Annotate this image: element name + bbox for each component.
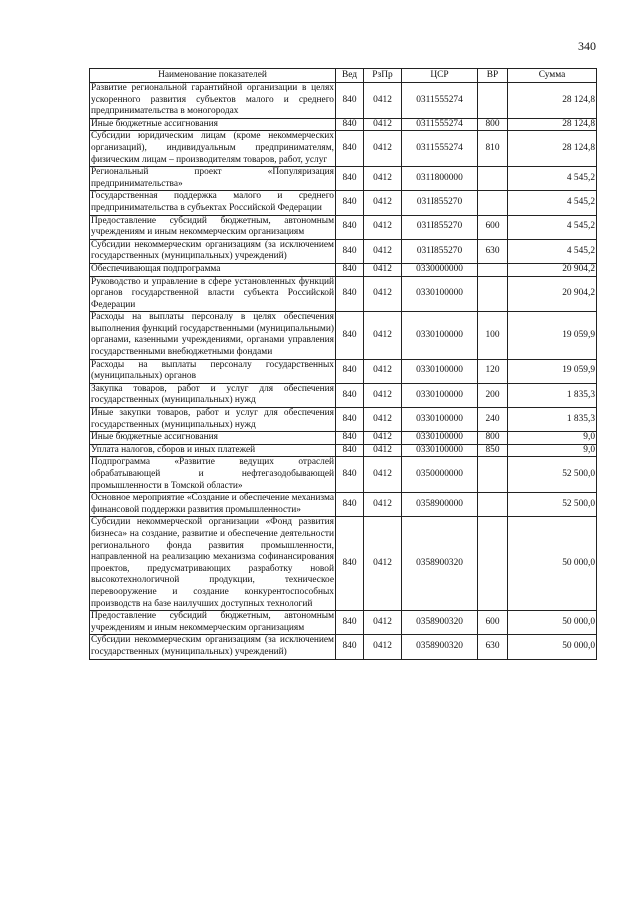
cell-ved: 840 — [336, 276, 364, 312]
cell-sum: 9,0 — [508, 444, 597, 457]
table-row — [90, 167, 597, 191]
cell-name: Обеспечивающая подпрограмма — [90, 263, 336, 276]
table-row — [90, 432, 597, 445]
cell-sum: 4 545,2 — [508, 215, 597, 239]
cell-name: Иные закупки товаров, работ и услуг для обеспечения государственных (муниципальных) нужд — [90, 408, 336, 432]
cell-ved: 840 — [336, 444, 364, 457]
cell-vr: 630 — [478, 239, 508, 263]
cell-csr: 0358900320 — [402, 611, 478, 635]
cell-sum: 50 000,0 — [508, 611, 597, 635]
table-row — [90, 118, 597, 131]
cell-csr: 0311555274 — [402, 118, 478, 131]
cell-name: Субсидии некоммерческим организациям (за исключением государственных (муниципальных) учреждений) — [90, 635, 336, 659]
cell-ved: 840 — [336, 118, 364, 131]
cell-vr: 240 — [478, 408, 508, 432]
cell-ved: 840 — [336, 408, 364, 432]
cell-ved: 840 — [336, 457, 364, 493]
cell-ved: 840 — [336, 611, 364, 635]
cell-sum: 20 904,2 — [508, 263, 597, 276]
cell-rzpr: 0412 — [364, 239, 402, 263]
cell-vr: 850 — [478, 444, 508, 457]
table-row — [90, 493, 597, 517]
cell-rzpr: 0412 — [364, 432, 402, 445]
cell-vr: 800 — [478, 432, 508, 445]
cell-csr: 0330100000 — [402, 444, 478, 457]
cell-csr: 0358900320 — [402, 517, 478, 611]
cell-vr — [478, 191, 508, 215]
cell-sum: 4 545,2 — [508, 167, 597, 191]
cell-sum: 28 124,8 — [508, 83, 597, 119]
table-row — [90, 83, 597, 119]
table-row — [90, 517, 597, 611]
page-number: 340 — [578, 39, 596, 53]
cell-rzpr: 0412 — [364, 215, 402, 239]
cell-rzpr: 0412 — [364, 276, 402, 312]
cell-ved: 840 — [336, 239, 364, 263]
cell-name: Государственная поддержка малого и среднего предпринимательства в субъектах Российской Федерации — [90, 191, 336, 215]
table-header-row — [90, 69, 597, 83]
cell-rzpr: 0412 — [364, 83, 402, 119]
cell-name: Руководство и управление в сфере установленных функций органов государственной власти субъекта Российской Федерации — [90, 276, 336, 312]
cell-name: Расходы на выплаты персоналу государственных (муниципальных) органов — [90, 359, 336, 383]
cell-ved: 840 — [336, 493, 364, 517]
cell-csr: 0330100000 — [402, 312, 478, 359]
cell-csr: 0330000000 — [402, 263, 478, 276]
header-csr: ЦСР — [402, 69, 478, 83]
cell-name: Предоставление субсидий бюджетным, автономным учреждениям и иным некоммерческим организациям — [90, 611, 336, 635]
header-vr: ВР — [478, 69, 508, 83]
cell-name: Субсидии некоммерческим организациям (за исключением государственных (муниципальных) учреждений) — [90, 239, 336, 263]
cell-vr — [478, 517, 508, 611]
cell-vr — [478, 457, 508, 493]
cell-vr: 800 — [478, 118, 508, 131]
cell-csr: 0311555274 — [402, 83, 478, 119]
cell-name: Субсидии некоммерческой организации «Фонд развития бизнеса» на создание, развитие и обеспечение деятельности регионального фонда развития промышленности, направленной на реализацию механизма софинансирования проектов, предусматривающих разработку новой высокотехнологичной продукции, техническое перевооружение и создание конкурентоспособных производств на базе наилучших доступных технологий — [90, 517, 336, 611]
cell-vr — [478, 493, 508, 517]
cell-sum: 1 835,3 — [508, 383, 597, 407]
cell-vr — [478, 263, 508, 276]
table-row — [90, 383, 597, 407]
cell-vr — [478, 83, 508, 119]
cell-ved: 840 — [336, 359, 364, 383]
cell-name: Региональный проект «Популяризация предпринимательства» — [90, 167, 336, 191]
cell-rzpr: 0412 — [364, 118, 402, 131]
cell-sum: 19 059,9 — [508, 359, 597, 383]
cell-sum: 50 000,0 — [508, 517, 597, 611]
cell-rzpr: 0412 — [364, 191, 402, 215]
cell-ved: 840 — [336, 263, 364, 276]
cell-csr: 0311555274 — [402, 131, 478, 167]
cell-vr: 120 — [478, 359, 508, 383]
cell-name: Уплата налогов, сборов и иных платежей — [90, 444, 336, 457]
cell-csr: 0330100000 — [402, 276, 478, 312]
cell-ved: 840 — [336, 167, 364, 191]
cell-csr: 0330100000 — [402, 408, 478, 432]
cell-sum: 50 000,0 — [508, 635, 597, 659]
cell-sum: 4 545,2 — [508, 239, 597, 263]
cell-name: Предоставление субсидий бюджетным, автономным учреждениям и иным некоммерческим организациям — [90, 215, 336, 239]
table-row — [90, 611, 597, 635]
table-row — [90, 635, 597, 659]
table-row — [90, 215, 597, 239]
cell-rzpr: 0412 — [364, 263, 402, 276]
cell-ved: 840 — [336, 432, 364, 445]
cell-rzpr: 0412 — [364, 444, 402, 457]
cell-rzpr: 0412 — [364, 359, 402, 383]
cell-vr: 600 — [478, 611, 508, 635]
cell-sum: 52 500,0 — [508, 457, 597, 493]
cell-rzpr: 0412 — [364, 493, 402, 517]
cell-ved: 840 — [336, 191, 364, 215]
cell-rzpr: 0412 — [364, 517, 402, 611]
header-ved: Вед — [336, 69, 364, 83]
cell-csr: 031I855270 — [402, 239, 478, 263]
cell-sum: 4 545,2 — [508, 191, 597, 215]
cell-rzpr: 0412 — [364, 383, 402, 407]
cell-sum: 52 500,0 — [508, 493, 597, 517]
cell-vr: 200 — [478, 383, 508, 407]
cell-ved: 840 — [336, 383, 364, 407]
cell-csr: 0311800000 — [402, 167, 478, 191]
cell-vr: 630 — [478, 635, 508, 659]
cell-csr: 0358900000 — [402, 493, 478, 517]
table-row — [90, 444, 597, 457]
cell-rzpr: 0412 — [364, 131, 402, 167]
cell-sum: 28 124,8 — [508, 131, 597, 167]
header-rzpr: РзПр — [364, 69, 402, 83]
table-row — [90, 239, 597, 263]
cell-csr: 031I855270 — [402, 215, 478, 239]
cell-csr: 0330100000 — [402, 359, 478, 383]
cell-name: Закупка товаров, работ и услуг для обеспечения государственных (муниципальных) нужд — [90, 383, 336, 407]
cell-sum: 1 835,3 — [508, 408, 597, 432]
cell-vr: 600 — [478, 215, 508, 239]
cell-vr — [478, 276, 508, 312]
cell-ved: 840 — [336, 215, 364, 239]
cell-csr: 0350000000 — [402, 457, 478, 493]
cell-sum: 28 124,8 — [508, 118, 597, 131]
cell-rzpr: 0412 — [364, 167, 402, 191]
cell-rzpr: 0412 — [364, 611, 402, 635]
budget-table — [89, 68, 597, 660]
cell-vr — [478, 167, 508, 191]
cell-name: Субсидии юридическим лицам (кроме некоммерческих организаций), индивидуальным предпринимателям, физическим лицам – производителям товаров, работ, услуг — [90, 131, 336, 167]
cell-rzpr: 0412 — [364, 635, 402, 659]
table-row — [90, 359, 597, 383]
cell-sum: 20 904,2 — [508, 276, 597, 312]
cell-rzpr: 0412 — [364, 457, 402, 493]
cell-rzpr: 0412 — [364, 408, 402, 432]
cell-csr: 0358900320 — [402, 635, 478, 659]
cell-vr: 100 — [478, 312, 508, 359]
cell-csr: 0330100000 — [402, 383, 478, 407]
header-name: Наименование показателей — [90, 69, 336, 83]
table-row — [90, 312, 597, 359]
cell-name: Иные бюджетные ассигнования — [90, 118, 336, 131]
table-row — [90, 263, 597, 276]
cell-sum: 9,0 — [508, 432, 597, 445]
cell-ved: 840 — [336, 131, 364, 167]
cell-sum: 19 059,9 — [508, 312, 597, 359]
table-row — [90, 408, 597, 432]
cell-csr: 0330100000 — [402, 432, 478, 445]
table-row — [90, 457, 597, 493]
cell-name: Основное мероприятие «Создание и обеспечение механизма финансовой поддержки развития промышленности» — [90, 493, 336, 517]
cell-csr: 031I855270 — [402, 191, 478, 215]
cell-name: Иные бюджетные ассигнования — [90, 432, 336, 445]
cell-ved: 840 — [336, 312, 364, 359]
cell-name: Подпрограмма «Развитие ведущих отраслей обрабатывающей и нефтегазодобывающей промышленности в Томской области» — [90, 457, 336, 493]
cell-name: Расходы на выплаты персоналу в целях обеспечения выполнения функций государственными (муниципальными) органами, казенными учреждениями, органами управления государственными внебюджетными фондами — [90, 312, 336, 359]
cell-rzpr: 0412 — [364, 312, 402, 359]
table-row — [90, 131, 597, 167]
table-row — [90, 276, 597, 312]
table-row — [90, 191, 597, 215]
cell-vr: 810 — [478, 131, 508, 167]
header-sum: Сумма — [508, 69, 597, 83]
cell-name: Развитие региональной гарантийной организации в целях ускоренного развития субъектов малого и среднего предпринимательства в моногородах — [90, 83, 336, 119]
cell-ved: 840 — [336, 635, 364, 659]
cell-ved: 840 — [336, 83, 364, 119]
cell-ved: 840 — [336, 517, 364, 611]
